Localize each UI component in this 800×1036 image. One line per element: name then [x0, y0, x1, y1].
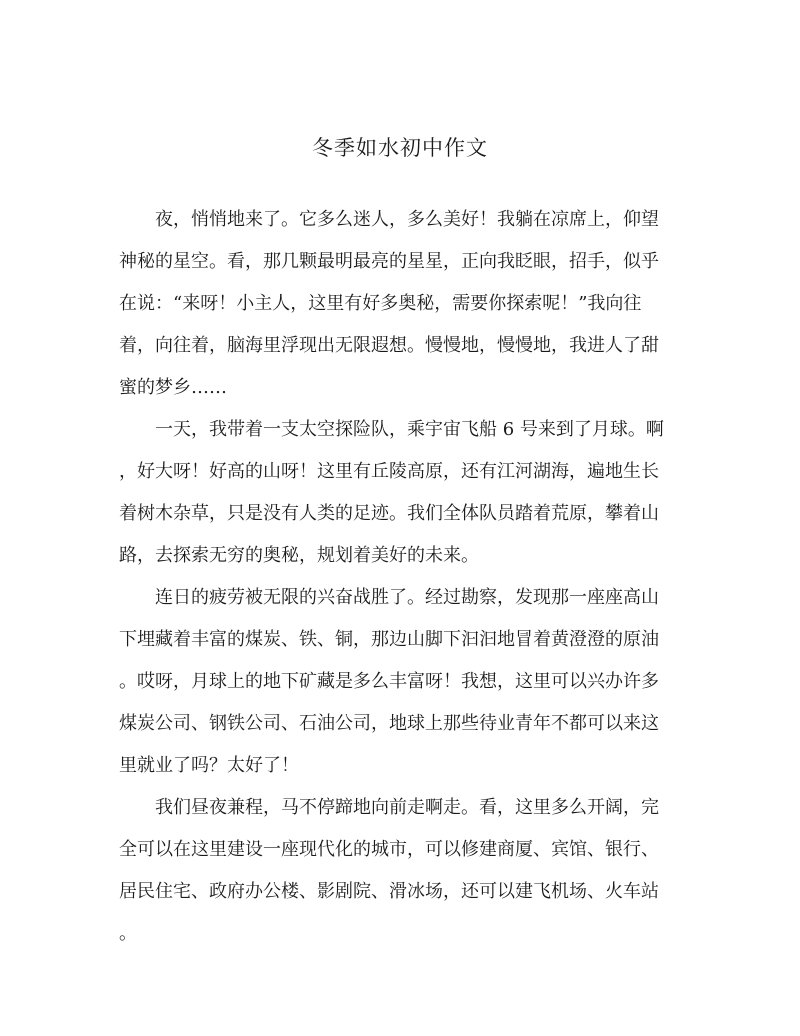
text-line: 。哎呀，月球上的地下矿藏是多么丰富呀！我想，这里可以兴办许多 [119, 671, 659, 692]
text-line: 下埋藏着丰富的煤炭、铁、铜，那边山脚下汩汩地冒着黄澄澄的原油 [119, 629, 659, 650]
text-line: 煤炭公司、钢铁公司、石油公司，地球上那些待业青年不都可以来这 [119, 713, 659, 734]
text-line: 在说：“来呀！小主人，这里有好多奥秘，需要你探索呢！”我向往 [119, 293, 642, 314]
text-line: 居民住宅、政府办公楼、影剧院、滑冰场，还可以建飞机场、火车站 [119, 881, 659, 902]
text-line: 。 [119, 923, 137, 944]
document-title: 冬季如水初中作文 [312, 136, 488, 160]
text-line: 蜜的梦乡…… [119, 377, 227, 398]
text-line: 着树木杂草，只是没有人类的足迹。我们全体队员踏着荒原，攀着山 [119, 503, 659, 524]
text-line: 着，向往着，脑海里浮现出无限遐想。慢慢地，慢慢地，我进人了甜 [119, 335, 659, 356]
text-line: ，好大呀！好高的山呀！这里有丘陵高原，还有江河湖海，遍地生长 [119, 461, 659, 482]
text-line: 我们昼夜兼程，马不停蹄地向前走啊走。看，这里多么开阔，完 [119, 797, 659, 818]
text-line: 一天，我带着一支太空探险队，乘宇宙飞船 6 号来到了月球。啊 [119, 419, 664, 440]
text-line: 神秘的星空。看，那几颗最明最亮的星星，正向我眨眼，招手，似乎 [119, 251, 659, 272]
text-line: 路，去探索无穷的奥秘，规划着美好的未来。 [119, 545, 479, 566]
text-line: 全可以在这里建设一座现代化的城市，可以修建商厦、宾馆、银行、 [119, 839, 659, 860]
text-line: 连日的疲劳被无限的兴奋战胜了。经过勘察，发现那一座座高山 [119, 587, 659, 608]
text-line: 夜，悄悄地来了。它多么迷人，多么美好！我躺在凉席上，仰望 [119, 209, 659, 230]
text-line: 里就业了吗？太好了！ [119, 755, 299, 776]
